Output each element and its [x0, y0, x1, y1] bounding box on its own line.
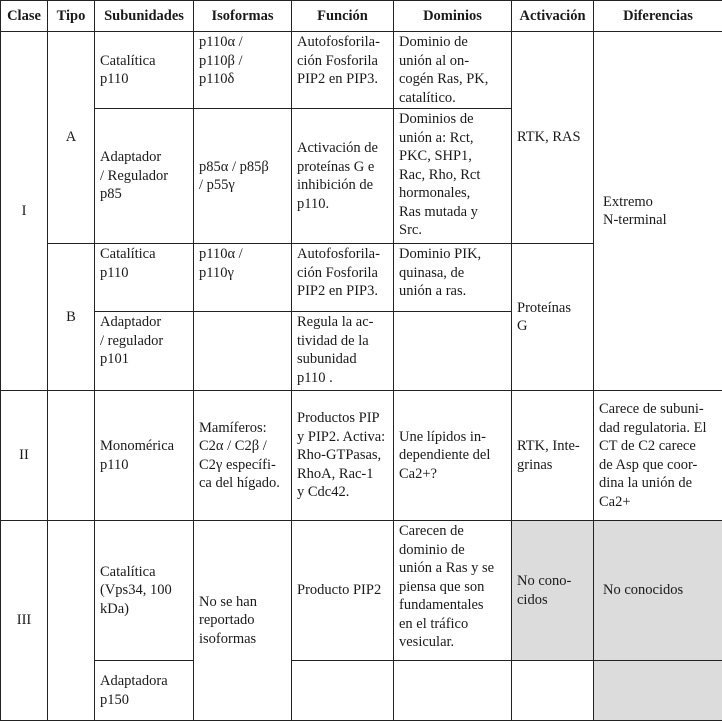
class-i-a-catalytic-function: Autofosforila- ción Fosforila PIP2 en PIP3. — [292, 32, 394, 109]
class-ii-activation: RTK, Inte- grinas — [512, 391, 594, 521]
class-iii-domains: Carecen de dominio de unión a Ras y se piensa que son fundamentales en el tráfico vesicular. — [394, 521, 512, 661]
class-ii-isoforms: Mamíferos: C2α / C2β / C2γ específi- ca del hígado. — [194, 391, 292, 521]
class-iii-catalytic-subunit: Catalítica (Vps34, 100 kDa) — [95, 521, 194, 661]
class-i-b-adapter-function: Regula la ac- tividad de la subunidad p110 . — [292, 312, 394, 391]
table-row — [1, 661, 722, 721]
type-b-label: B — [48, 244, 95, 391]
class-i-b-adapter-subunit: Adaptador / regulador p101 — [95, 312, 194, 391]
header-activacion: Activación — [512, 1, 594, 32]
table-row — [1, 391, 722, 521]
table-row — [1, 521, 722, 661]
class-iii-differences: No conocidos — [594, 521, 722, 661]
class-iii-activation: No cono- cidos — [512, 521, 594, 661]
class-i-b-catalytic-function: Autofosforila- ción Fosforila PIP2 en PIP3. — [292, 244, 394, 312]
class-iii-adapter-domains — [394, 661, 512, 721]
class-ii-type — [48, 391, 95, 521]
header-diferencias: Diferencias — [594, 1, 722, 32]
class-i-b-adapter-domains — [394, 312, 512, 391]
class-iii-function: Producto PIP2 — [292, 521, 394, 661]
header-tipo: Tipo — [48, 1, 95, 32]
class-i-b-catalytic-subunit: Catalítica p110 — [95, 244, 194, 312]
class-i-b-adapter-isoforms — [194, 312, 292, 391]
header-clase: Clase — [1, 1, 48, 32]
class-ii-differences: Carece de subuni- dad regulatoria. El CT de C2 carece de Asp que coor- dina la unión de Ca2+ — [594, 391, 722, 521]
header-row — [1, 1, 722, 32]
header-subunidades: Subunidades — [95, 1, 194, 32]
class-ii-label: II — [1, 391, 48, 521]
header-dominios: Dominios — [394, 1, 512, 32]
class-iii-label: III — [1, 521, 48, 721]
type-a-label: A — [48, 32, 95, 244]
class-ii-subunit: Monomérica p110 — [95, 391, 194, 521]
class-iii-adapter-function — [292, 661, 394, 721]
table-row — [1, 32, 722, 109]
class-i-a-catalytic-isoforms: p110α / p110β / p110δ — [194, 32, 292, 109]
class-ii-domains: Une lípidos in- dependiente del Ca2+? — [394, 391, 512, 521]
class-i-b-catalytic-isoforms: p110α / p110γ — [194, 244, 292, 312]
header-funcion: Función — [292, 1, 394, 32]
class-i-a-adapter-function: Activación de proteínas G e inhibición de p110. — [292, 109, 394, 244]
class-i-a-adapter-subunit: Adaptador / Regulador p85 — [95, 109, 194, 244]
class-ii-function: Productos PIP y PIP2. Activa: Rho-GTPasas, RhoA, Rac-1 y Cdc42. — [292, 391, 394, 521]
class-iii-type — [48, 521, 95, 721]
class-iii-adapter-subunit: Adaptadora p150 — [95, 661, 194, 721]
class-i-label: I — [1, 32, 48, 391]
class-iii-adapter-differences — [594, 661, 722, 721]
class-i-a-catalytic-subunit: Catalítica p110 — [95, 32, 194, 109]
class-i-b-activation: Proteínas G — [512, 244, 594, 391]
class-iii-adapter-activation — [512, 661, 594, 721]
class-i-a-activation: RTK, RAS — [512, 32, 594, 244]
class-iii-isoforms: No se han reportado isoformas — [194, 521, 292, 721]
class-i-a-adapter-domains: Dominios de unión a: Rct, PKC, SHP1, Rac, Rho, Rct hormonales, Ras mutada y Src. — [394, 109, 512, 244]
class-i-a-adapter-isoforms: p85α / p85β / p55γ — [194, 109, 292, 244]
class-i-a-catalytic-domains: Dominio de unión al on- cogén Ras, PK, catalítico. — [394, 32, 512, 109]
class-i-differences: Extremo N-terminal — [594, 32, 722, 391]
header-isoformas: Isoformas — [194, 1, 292, 32]
class-i-b-catalytic-domains: Dominio PIK, quinasa, de unión a ras. — [394, 244, 512, 312]
